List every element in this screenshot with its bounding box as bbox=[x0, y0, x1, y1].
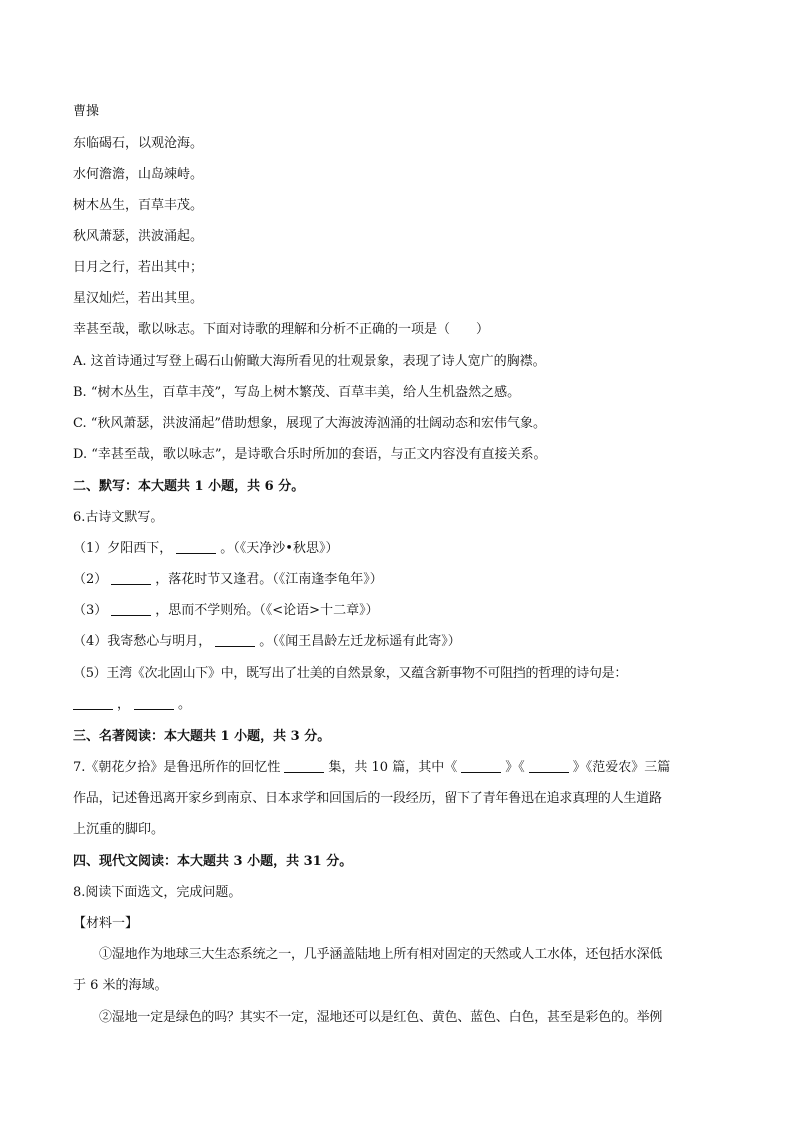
recitation-item-3: （3） ，思而不学则殆。（《<论语>十二章》） bbox=[73, 603, 379, 618]
poem-line-3: 树木丛生，百草丰茂。 bbox=[73, 198, 204, 213]
answer-blank bbox=[284, 760, 324, 773]
answer-blank bbox=[461, 760, 501, 773]
answer-blank bbox=[134, 697, 174, 710]
recitation-item-5: （5）王湾《次北固山下》中，既写出了壮美的自然景象，又蕴含新事物不可阻挡的哲理的诗句是： bbox=[73, 666, 628, 681]
recitation-item-4: （4）我寄愁心与明月， 。（《闻王昌龄左迁龙标遥有此寄》） bbox=[73, 634, 461, 649]
answer-blank bbox=[73, 697, 113, 710]
section-3-heading: 三、名著阅读：本大题共 1 小题，共 3 分。 bbox=[73, 729, 331, 744]
recitation-item-5-answers: ， 。 bbox=[73, 696, 733, 714]
poem-line-2: 水何澹澹，山岛竦峙。 bbox=[73, 167, 204, 182]
answer-blank bbox=[215, 634, 255, 647]
material-1-label: 【材料一】 bbox=[73, 916, 139, 931]
poem-line-1: 东临碣石，以观沧海。 bbox=[73, 136, 204, 151]
question-7-line-2: 作品，记述鲁迅离开家乡到南京、日本求学和回国后的一段经历，留下了青年鲁迅在追求真理的人生道路 bbox=[73, 791, 662, 806]
question-6-stem: 6.古诗文默写。 bbox=[73, 510, 164, 525]
question-8-stem: 8.阅读下面选文，完成问题。 bbox=[73, 885, 242, 900]
option-b: B. “树木丛生，百草丰茂”，写岛上树木繁茂、百草丰美，给人生机盎然之感。 bbox=[73, 385, 521, 400]
option-a: A. 这首诗通过写登上碣石山俯瞰大海所看见的壮观景象，表现了诗人宽广的胸襟。 bbox=[73, 354, 546, 369]
poem-line-5: 日月之行，若出其中； bbox=[73, 260, 204, 275]
answer-blank bbox=[529, 760, 569, 773]
answer-blank bbox=[111, 572, 151, 585]
section-4-heading: 四、现代文阅读：本大题共 3 小题，共 31 分。 bbox=[73, 854, 353, 869]
poem-line-6: 星汉灿烂，若出其里。 bbox=[73, 291, 204, 306]
poem-author: 曹操 bbox=[73, 104, 100, 119]
section-2-heading: 二、默写：本大题共 1 小题，共 6 分。 bbox=[73, 479, 305, 494]
answer-blank bbox=[111, 603, 151, 616]
paragraph-2-line-1: ②湿地一定是绿色的吗？其实不一定，湿地还可以是红色、黄色、蓝色、白色，甚至是彩色的。举例 bbox=[99, 1010, 663, 1025]
recitation-item-2: （2） ，落花时节又逢君。（《江南逢李龟年》） bbox=[73, 572, 383, 587]
poem-line-4: 秋风萧瑟，洪波涌起。 bbox=[73, 229, 204, 244]
question-7-line-3: 上沉重的脚印。 bbox=[73, 822, 165, 837]
option-c: C. “秋风萧瑟，洪波涌起”借助想象，展现了大海波涛汹涌的壮阔动态和宏伟气象。 bbox=[73, 416, 547, 431]
option-d: D. “幸甚至哉，歌以咏志”，是诗歌合乐时所加的套语，与正文内容没有直接关系。 bbox=[73, 447, 547, 462]
paragraph-1-line-1: ①湿地作为地球三大生态系统之一，几乎涵盖陆地上所有相对固定的天然或人工水体，还包括水深低 bbox=[99, 947, 663, 962]
paragraph-1-line-2: 于 6 米的海域。 bbox=[73, 978, 168, 993]
question-5-stem: 幸甚至哉，歌以咏志。下面对诗歌的理解和分析不正确的一项是（ ） bbox=[73, 322, 490, 337]
answer-blank bbox=[176, 541, 216, 554]
recitation-item-1: （1）夕阳西下， 。（《天净沙•秋思》） bbox=[73, 541, 339, 556]
question-7-line-1: 7.《朝花夕拾》是鲁迅所作的回忆性 集，共 10 篇，其中《 》《 》《范爱农》三篇 bbox=[73, 760, 671, 775]
